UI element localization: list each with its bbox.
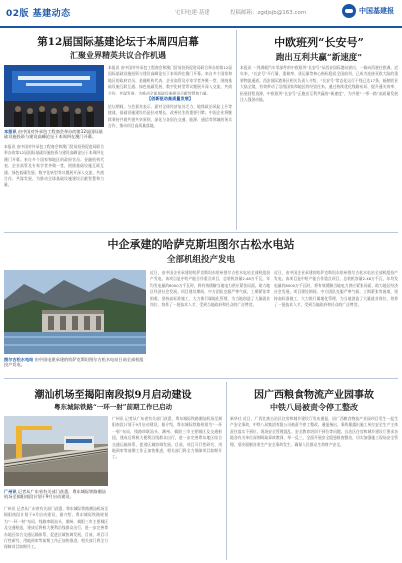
hydropower-dam-image — [4, 270, 146, 354]
caption-lead: 广州讯 — [4, 489, 17, 494]
page-label: 02版 基建动态 — [6, 9, 71, 19]
article-1-section-head: 【创新驱动高质量发展】 — [146, 96, 194, 101]
article-3-title[interactable]: 中企承建的哈萨克斯坦图尔古松水电站 — [107, 238, 295, 251]
caption-text: 记者从广东省有关部门获悉，粤东城际铁路潮汕机场至揭阳南段计划于9月启动建设。 — [4, 489, 106, 500]
forum-photo-caption — [4, 129, 104, 143]
hydropower-photo-caption — [4, 357, 146, 375]
caption-lead: 本报讯 — [4, 129, 17, 134]
article-4-subtitle: 粤东城际铁路“一环一射”前期工作已启动 — [54, 403, 172, 411]
article-1-body-left: 本报讯 由中国对外承包工程商会和澳门贸易投资促进局联合举办的第12届国际基础设施投资与建设高峰论坛于本周四在澳门开幕。来自多个国家和地区的政府官员、金融机构代表、企业高管及专家学者齐聚一堂，围绕基础设施互联互通、绿色低碳发展、数字化转型等议题展开深入交流，共商合作、共谋发展，为推动全球基础设施建设贡献智慧和力量。 — [4, 144, 104, 188]
article-3-body-right: 近日，由中国企业承建的哈萨克斯坦东哈州图尔古松水电站全部机组投产发电。该项目是中哈产能合作重点项目，总装机容量2.48万千瓦，年均发电量约8000万千瓦时，将有效缓解当地电力供应紧张局面，助力地区经济社会发展。项目建设期间，中方团队克服严寒气候、工期紧张等困难，坚持高标准施工，大力推行属地化管理，为当地创造了大量就业岗位，培养了一批技术人才，受到当地政府和民众的广泛赞誉。 — [274, 270, 398, 308]
article-4-body-right: 广州讯 记者从广东省有关部门获悉，粤东城际铁路潮汕机场至揭阳南段计划于9月启动建设。据介绍，粤东城际铁路规划为“一环一射”布局，线路串联汕头、潮州、揭阳三市主要城区及交通枢纽，建成后将极大便利沿线群众出行，进一步完善粤东地区综合交通运输体系，促进区域协调发展。目前，项目可行性研究、用地预审等前期工作正加快推进，相关部门将全力保障项目如期开工。 — [112, 416, 222, 460]
railway-photo-caption — [4, 489, 108, 505]
article-4-title[interactable]: 潮汕机场至揭阳南段拟9月启动建设 — [34, 390, 192, 401]
railway-photo — [4, 416, 108, 486]
forum-stage-image — [4, 65, 104, 127]
header-mid-text: 宅旧电建·基建 — [175, 10, 210, 16]
caption-text: 由中国对外承包工程商会举办的第12届国际基础设施投资与建设高峰论坛于本周四在澳门开幕。 — [4, 129, 103, 140]
caption-text: 由中国电建承建的哈萨克斯坦图尔古松水电站日前全部机组投产发电。 — [4, 357, 144, 368]
column-divider — [236, 30, 237, 230]
article-5-subtitle: 中铁八局被责令停工整改 — [270, 402, 358, 412]
article-4-body-left: 广州讯 记者从广东省有关部门获悉，粤东城际铁路潮汕机场至揭阳南段计划于9月启动建设。据介绍，粤东城际铁路规划为“一环一射”布局，线路串联汕头、潮州、揭阳三市主要城区及交通枢纽，建成后将极大便利沿线群众出行，进一步完善粤东地区综合交通运输体系，促进区域协调发展。目前，项目可行性研究、用地预审等前期工作正加快推进，相关部门将全力保障项目如期开工。 — [4, 506, 108, 550]
hydropower-photo — [4, 270, 146, 354]
article-5-body: 新华社 近日，广西壮族自治区住房和城乡建设厅发布通报，因广西粮食物流产业园项目发生一起生产安全事故，中铁八局集团有限公司被责令停工整改。通报指出，事故暴露出施工单位安全生产主体责任落实不到位、现场安全管理混乱、安全教育培训不到位等问题。自治区住房和城乡建设厅要求各地各有关单位深刻吸取事故教训，举一反三，全面开展安全隐患排查整治，切实加强施工现场安全管理，坚决遏制各类生产安全事故发生，确保人民群众生命财产安全。 — [230, 416, 398, 447]
page-header — [0, 0, 402, 28]
submission-email[interactable]: 投稿邮箱：zgdjsjb@163.com — [230, 10, 307, 16]
article-1-subtitle: 汇聚业界精英共议合作机遇 — [70, 50, 166, 60]
logo-text: 中国基建报 — [359, 7, 394, 15]
article-1-title[interactable]: 第12届国际基建论坛于本周四启幕 — [37, 36, 199, 48]
logo-icon — [342, 4, 356, 18]
article-2-title[interactable]: 中欧班列“长安号” — [274, 36, 364, 49]
caption-lead: 图尔古松水电站 — [4, 357, 34, 362]
article-1-body-right-top: 本报讯 由中国对外承包工程商会和澳门贸易投资促进局联合举办的第12届国际基础设施投资与建设高峰论坛于本周四在澳门开幕。来自多个国家和地区的政府官员、金融机构代表、企业高管及专家学者齐聚一堂，围绕基础设施互联互通、绿色低碳发展、数字化转型等议题展开深入交流，共商合作、共谋发展，为推动全球基础设施建设贡献智慧和力量。 — [108, 65, 232, 95]
section-divider — [4, 232, 398, 233]
column-divider — [226, 382, 227, 560]
section-divider — [4, 378, 398, 379]
article-2-subtitle: 跑出互利共赢“新速度” — [275, 53, 363, 63]
article-1-body-right: 论坛期间，与会嘉宾表示，面对全球经济复苏乏力、地缘政治风险上升等挑战，基础设施建设仍是拉动增长、改善民生的重要引擎。中国企业将继续秉持共商共建共享原则，深化与各国在交通、能源、通信等领域的务实合作，推动项目高质量落地。 — [108, 104, 232, 129]
newspaper-logo — [342, 4, 394, 18]
article-5-title[interactable]: 因广西粮食物流产业园事故 — [254, 390, 374, 401]
forum-photo — [4, 65, 104, 127]
article-2-body: 本报讯 一列满载汽车零部件的中欧班列“长安号”从西安国际港站驶出，一路向西驶往欧洲。近年来，“长安号”开行量、重箱率、货运量等核心指标稳居全国前列，已成为连接亚欧大陆的重要物流通道。西安国际港务区相关负责人介绍，“长安号”常态化运行干线已达17条，辐射欧亚大陆全境，有效带动了沿线国家和地区的经贸往来。通过持续优化线路布局、提升通关效率、拓展回程货源，中欧班列“长安号”正跑出互利共赢的“新速度”，为共建“一带一路”高质量发展注入强劲动能。 — [240, 65, 398, 103]
article-3-subtitle: 全部机组投产发电 — [166, 255, 235, 265]
article-3-body-mid: 近日，由中国企业承建的哈萨克斯坦东哈州图尔古松水电站全部机组投产发电。该项目是中哈产能合作重点项目，总装机容量2.48万千瓦，年均发电量约8000万千瓦时，将有效缓解当地电力供应紧张局面，助力地区经济社会发展。项目建设期间，中方团队克服严寒气候、工期紧张等困难，坚持高标准施工，大力推行属地化管理，为当地创造了大量就业岗位，培养了一批技术人才，受到当地政府和民众的广泛赞誉。 — [150, 270, 270, 308]
railway-construction-image — [4, 416, 108, 486]
